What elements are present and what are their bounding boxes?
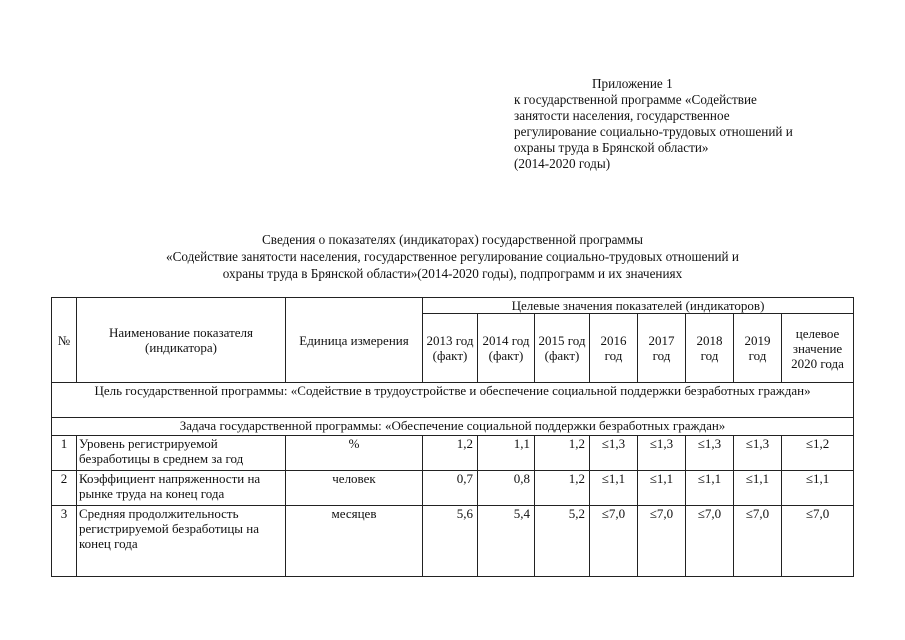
header-year-2013: 2013 год (факт) [423, 314, 478, 383]
value-2015: 5,2 [535, 506, 590, 577]
value-2020: ≤1,1 [782, 471, 854, 506]
row-indicator-name: Уровень регистрируемой безработицы в среднем за год [77, 436, 286, 471]
table-row [52, 471, 854, 506]
value-2015: 1,2 [535, 436, 590, 471]
value-2013: 0,7 [423, 471, 478, 506]
value-2013: 5,6 [423, 506, 478, 577]
table-row [52, 506, 854, 577]
indicators-table [51, 297, 854, 577]
value-2014: 1,1 [478, 436, 535, 471]
value-2018: ≤1,3 [686, 436, 734, 471]
header-target-2020: целевое значение 2020 года [782, 314, 854, 383]
header-number: № [52, 298, 77, 383]
value-2020: ≤1,2 [782, 436, 854, 471]
header-year-2016: 2016 год [590, 314, 638, 383]
value-2019: ≤7,0 [734, 506, 782, 577]
appendix-line: охраны труда в Брянской области» [514, 140, 709, 155]
header-indicator-name: Наименование показателя (индикатора) [77, 298, 286, 383]
header-unit: Единица измерения [286, 298, 423, 383]
value-2015: 1,2 [535, 471, 590, 506]
heading-line: охраны труда в Брянской области»(2014-2020 годы), подпрограмм и их значениях [222, 266, 683, 281]
header-year-2014: 2014 год (факт) [478, 314, 535, 383]
appendix-block [514, 76, 854, 172]
header-year-2015: 2015 год (факт) [535, 314, 590, 383]
header-year-2018: 2018 год [686, 314, 734, 383]
appendix-line: к государственной программе «Содействие [514, 92, 757, 107]
value-2013: 1,2 [423, 436, 478, 471]
heading-line: «Содействие занятости населения, государственное регулирование социально-трудовых отношений и [166, 249, 739, 264]
value-2016: ≤1,1 [590, 471, 638, 506]
appendix-line: занятости населения, государственное [514, 108, 730, 123]
value-2019: ≤1,1 [734, 471, 782, 506]
heading-line: Сведения о показателях (индикаторах) государственной программы [262, 232, 643, 247]
value-2018: ≤1,1 [686, 471, 734, 506]
header-year-2017: 2017 год [638, 314, 686, 383]
row-number: 3 [52, 506, 77, 577]
value-2014: 0,8 [478, 471, 535, 506]
appendix-line: регулирование социально-трудовых отношений и [514, 124, 793, 139]
value-2016: ≤7,0 [590, 506, 638, 577]
value-2019: ≤1,3 [734, 436, 782, 471]
row-unit: человек [286, 471, 423, 506]
value-2016: ≤1,3 [590, 436, 638, 471]
header-year-2019: 2019 год [734, 314, 782, 383]
value-2018: ≤7,0 [686, 506, 734, 577]
document-heading [40, 231, 865, 282]
header-target-values: Целевые значения показателей (индикаторов) [423, 298, 854, 314]
row-unit: % [286, 436, 423, 471]
appendix-title: Приложение 1 [592, 76, 673, 91]
value-2014: 5,4 [478, 506, 535, 577]
row-number: 2 [52, 471, 77, 506]
value-2017: ≤1,1 [638, 471, 686, 506]
row-indicator-name: Средняя продолжительность регистрируемой безработицы на конец года [77, 506, 286, 577]
task-row: Задача государственной программы: «Обеспечение социальной поддержки безработных граждан» [52, 418, 854, 436]
value-2017: ≤7,0 [638, 506, 686, 577]
row-number: 1 [52, 436, 77, 471]
table-row [52, 436, 854, 471]
value-2017: ≤1,3 [638, 436, 686, 471]
row-indicator-name: Коэффициент напряженности на рынке труда на конец года [77, 471, 286, 506]
appendix-line: (2014-2020 годы) [514, 156, 611, 171]
goal-row: Цель государственной программы: «Содействие в трудоустройстве и обеспечение социальной поддержки безработных граждан» [52, 383, 854, 418]
value-2020: ≤7,0 [782, 506, 854, 577]
row-unit: месяцев [286, 506, 423, 577]
